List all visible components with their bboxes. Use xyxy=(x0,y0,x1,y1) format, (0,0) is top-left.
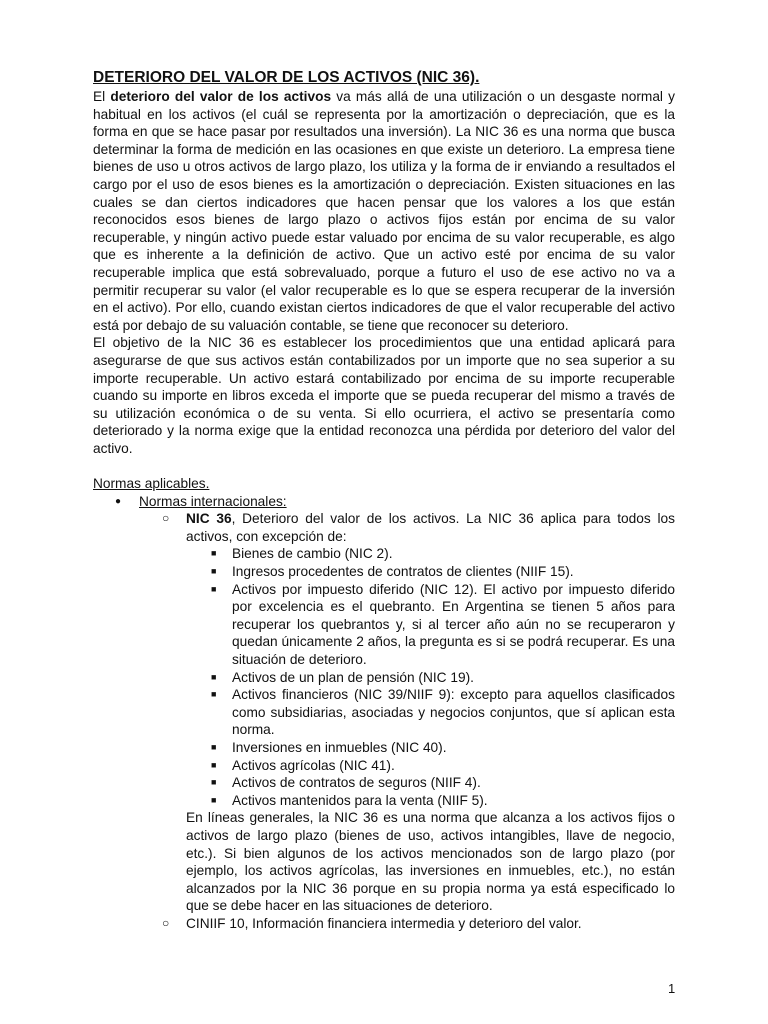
bullet-disc-icon: ● xyxy=(115,495,122,507)
list-item-ciniif xyxy=(93,915,675,933)
intro-paragraph xyxy=(93,88,675,334)
list-item-nic36 xyxy=(93,510,675,545)
exception-text: Bienes de cambio (NIC 2). xyxy=(232,546,393,562)
general-note-paragraph: En líneas generales, la NIC 36 es una norma que alcanza a los activos fijos o activos de largo plazo (bienes de uso, activos intangibles, llave de negocio, etc.). Si bien algunos de los activos mencionados son de largo plazo (por ejemplo, los activos agrícolas, las inversiones en inmuebles, etc.), no están alcanzados por la NIC 36 porque en su propia norma ya está especificado lo que se debe hacer en las situaciones de deterioro. xyxy=(186,810,675,914)
ciniif-text: CINIIF 10, Información financiera intermedia y deterioro del valor. xyxy=(186,915,582,931)
bullet-circle-icon: ○ xyxy=(162,915,170,930)
exception-text: Activos por impuesto diferido (NIC 12). El activo por impuesto diferido por excelencia es el quebranto. En Argentina se tienen 5 años para recuperar los quebrantos y, si al tercer año aún no se recuperaron y quedan únicamente 2 años, la pregunta es si se podrá recuperar. Es una situación de deterioro. xyxy=(232,581,675,667)
exception-item xyxy=(93,545,675,563)
document-page xyxy=(93,68,675,933)
bullet-square-icon: ■ xyxy=(211,548,217,559)
bullet-square-icon: ■ xyxy=(211,583,217,594)
bullet-square-icon: ■ xyxy=(211,689,217,700)
bullet-square-icon: ■ xyxy=(211,794,217,805)
exception-item xyxy=(93,792,675,810)
blank-line xyxy=(93,457,675,475)
nic36-label: NIC 36 xyxy=(186,511,232,527)
exception-text: Activos mantenidos para la venta (NIIF 5). xyxy=(232,792,488,808)
bullet-square-icon: ■ xyxy=(211,566,217,577)
list-item-international xyxy=(93,493,675,511)
normas-heading xyxy=(93,475,675,493)
bullet-square-icon: ■ xyxy=(211,759,217,770)
objective-paragraph: El objetivo de la NIC 36 es establecer los procedimientos que una entidad aplicará para asegurarse de que sus activos están contabilizados por un importe que no sea superior a su importe recuperable. Un activo estará contabilizado por encima de su importe recuperable cuando su importe en libros exceda el importe que se pueda recuperar del mismo a través de su utilización económica o de su venta. Si ello ocurriera, el activo se presentaría como deteriorado y la norma exige que la entidad reconozca una pérdida por deterioro del valor del activo. xyxy=(93,335,675,456)
exception-text: Inversiones en inmuebles (NIC 40). xyxy=(232,739,447,755)
nic36-text: , Deterioro del valor de los activos. La NIC 36 aplica para todos los activos, con excepción de: xyxy=(186,511,675,544)
bullet-square-icon: ■ xyxy=(211,741,217,752)
normas-list xyxy=(93,493,675,810)
exception-item xyxy=(93,739,675,757)
document-title: DETERIORO DEL VALOR DE LOS ACTIVOS (NIC 36). xyxy=(93,69,480,86)
intro-bold-term: deterioro del valor de los activos xyxy=(110,89,332,104)
exception-item xyxy=(93,563,675,581)
normas-list-continued xyxy=(93,915,675,933)
intro-rest: va más allá de una utilización o un desgaste normal y habitual en los activos (el cuál se representa por la amortización o depreciación, que es la forma en que se hace pasar por resultados una inversión). La NIC 36 es una norma que busca determinar la forma de medición en las ocasiones en que existe un deterioro. La empresa tiene bienes de uso u otros activos de largo plazo, los utiliza y la forma de ir enviando a resultados el cargo por el uso de esos bienes es la amortización o depreciación. Existen situaciones en las cuales se dan ciertos indicadores que hacen pensar que los valores a los que están reconocidos esos bienes de largo plazo o activos fijos están por encima de su valor recuperable, y ningún activo puede estar valuado por encima de su valor recuperable, es algo que es inherente a la definición de activo. Que un activo esté por encima de su valor recuperable implica que está sobrevaluado, porque a futuro el uso de ese activo no va a permitir recuperar su valor (el valor recuperable es lo que se espera recuperar de la inversión en el activo). Por ello, cuando existan ciertos indicadores de que el valor recuperable del activo está por debajo de su valuación contable, se tiene que reconocer su deterioro. xyxy=(93,89,676,333)
exception-text: Activos agrícolas (NIC 41). xyxy=(232,757,395,773)
bullet-circle-icon: ○ xyxy=(162,511,170,526)
exception-text: Ingresos procedentes de contratos de clientes (NIIF 15). xyxy=(232,564,574,580)
page-number: 1 xyxy=(668,981,676,996)
exception-item xyxy=(93,669,675,687)
exception-item xyxy=(93,774,675,792)
exception-text: Activos de un plan de pensión (NIC 19). xyxy=(232,669,474,685)
exception-item xyxy=(93,686,675,739)
normas-heading-text: Normas aplicables. xyxy=(93,476,210,492)
exception-item xyxy=(93,757,675,775)
exception-text: Activos financieros (NIC 39/NIIF 9): excepto para aquellos clasificados como subsidiarias, asociadas y negocios conjuntos, que sí aplican esta norma. xyxy=(232,687,675,738)
exception-item xyxy=(93,581,675,669)
international-label: Normas internacionales: xyxy=(139,493,287,509)
exception-text: Activos de contratos de seguros (NIIF 4). xyxy=(232,775,481,791)
bullet-square-icon: ■ xyxy=(211,777,217,788)
intro-lead: El xyxy=(93,89,111,104)
bullet-square-icon: ■ xyxy=(211,671,217,682)
